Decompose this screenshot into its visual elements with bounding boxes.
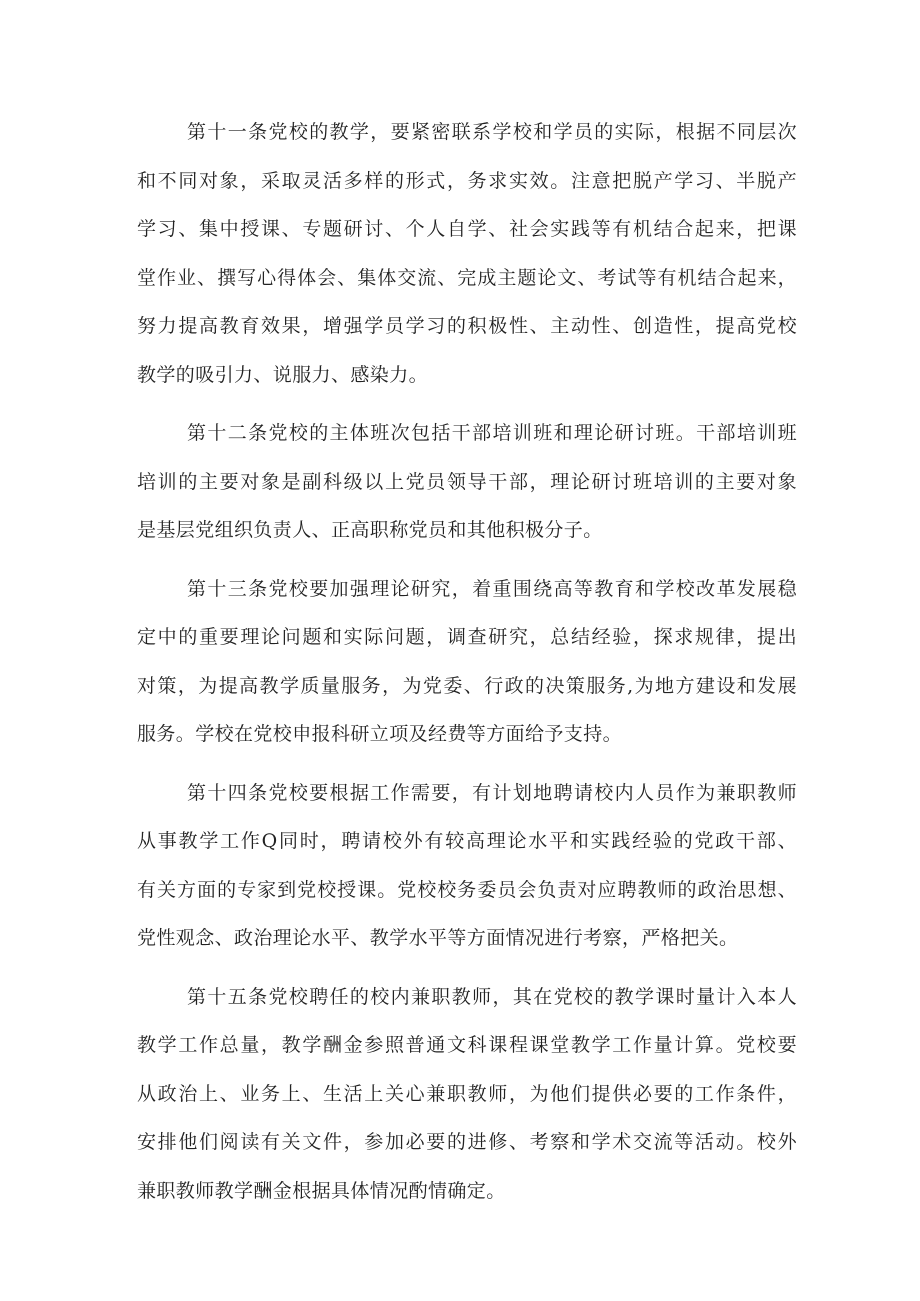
article-12-paragraph xyxy=(137,409,797,555)
paragraph-line: 有关方面的专家到党校授课。党校校务委员会负责对应聘教师的政治思想、 xyxy=(137,878,797,901)
article-11-paragraph xyxy=(137,108,797,399)
paragraph-line: 培训的主要对象是副科级以上党员领导干部，理论研讨班培训的主要对象 xyxy=(137,470,797,493)
paragraph-line: 对策，为提高教学质量服务，为党委、行政的决策服务,为地方建设和发展 xyxy=(137,674,797,697)
paragraph-line: 第十二条党校的主体班次包括干部培训班和理论研讨班。干部培训班 xyxy=(187,422,797,444)
paragraph-line: 从政治上、业务上、生活上关心兼职教师，为他们提供必要的工作条件， xyxy=(137,1082,797,1105)
document-body xyxy=(137,108,797,1225)
paragraph-line: 第十四条党校要根据工作需要，有计划地聘请校内人员作为兼职教师 xyxy=(187,781,797,804)
paragraph-line: 第十三条党校要加强理论研究，着重围绕高等教育和学校改革发展稳 xyxy=(187,577,797,600)
paragraph-line: 第十一条党校的教学，要紧密联系学校和学员的实际，根据不同层次 xyxy=(187,121,797,143)
paragraph-line: 是基层党组织负责人、正高职称党员和其他积极分子。 xyxy=(137,519,603,541)
paragraph-line: 和不同对象，采取灵活多样的形式，务求实效。注意把脱产学习、半脱产 xyxy=(137,169,797,192)
paragraph-line: 努力提高教育效果，增强学员学习的积极性、主动性、创造性，提高党校 xyxy=(137,315,797,337)
paragraph-line: 从事教学工作Q同时，聘请校外有较高理论水平和实践经验的党政干部、 xyxy=(137,830,797,852)
paragraph-line: 安排他们阅读有关文件，参加必要的进修、考察和学术交流等活动。校外 xyxy=(137,1131,797,1153)
paragraph-line: 堂作业、撰写心得体会、集体交流、完成主题论文、考试等有机结合起来， xyxy=(137,266,797,289)
paragraph-line: 定中的重要理论问题和实际问题，调查研究，总结经验，探求规律，提出 xyxy=(137,626,797,648)
paragraph-line: 第十五条党校聘任的校内兼职教师，其在党校的教学课时量计入本人 xyxy=(187,985,797,1008)
paragraph-line: 学习、集中授课、专题研讨、个人自学、社会实践等有机结合起来，把课 xyxy=(137,218,797,240)
article-15-paragraph xyxy=(137,973,797,1216)
article-13-paragraph xyxy=(137,565,797,759)
paragraph-line: 党性观念、政治理论水平、教学水平等方面情况进行考察，严格把关。 xyxy=(137,927,739,949)
paragraph-line: 服务。学校在党校申报科研立项及经费等方面给予支持。 xyxy=(137,723,623,745)
paragraph-line: 兼职教师教学酬金根据具体情况酌情确定。 xyxy=(137,1179,506,1202)
paragraph-line: 教学的吸引力、说服力、感染力。 xyxy=(137,363,429,386)
article-14-paragraph xyxy=(137,769,797,963)
paragraph-line: 教学工作总量，教学酬金参照普通文科课程课堂教学工作量计算。党校要 xyxy=(137,1034,797,1056)
